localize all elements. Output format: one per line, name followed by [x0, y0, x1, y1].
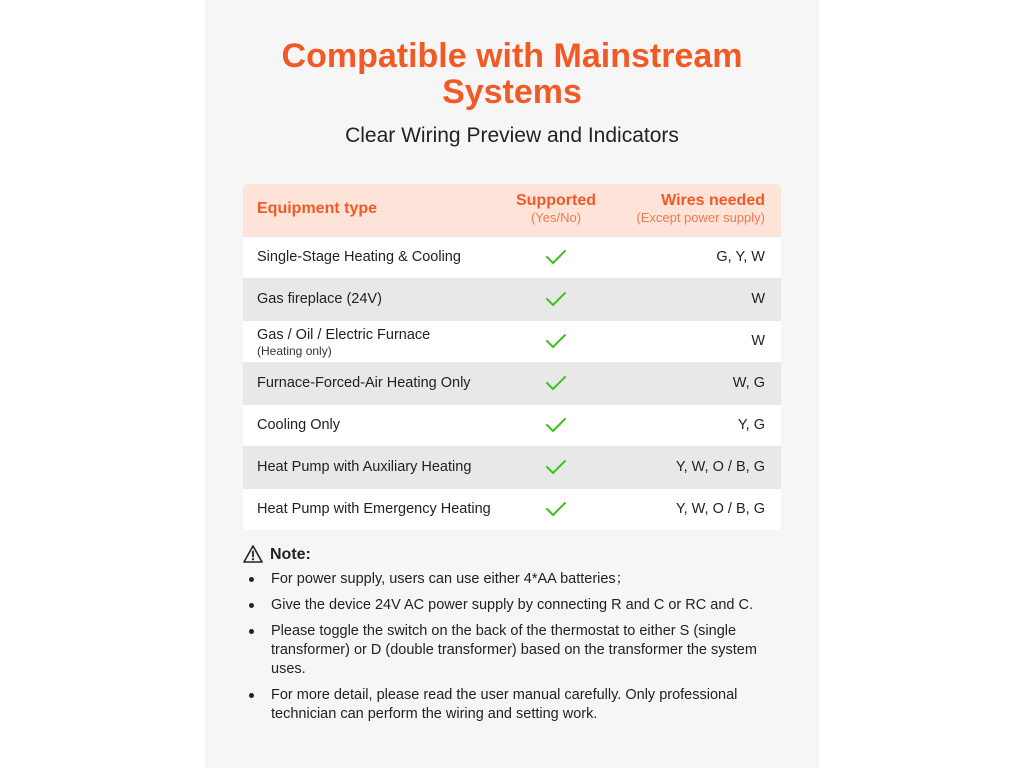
- title-line-2: Systems: [442, 73, 582, 111]
- table-header: [243, 184, 781, 236]
- equipment-name: Single-Stage Heating & Cooling: [257, 249, 461, 265]
- bullet-icon: [249, 629, 254, 634]
- cell-wires-needed: W: [751, 333, 765, 349]
- cell-equipment-type: [257, 375, 471, 391]
- checkmark-icon: [545, 248, 567, 266]
- table-body: [243, 236, 781, 530]
- table-row: [243, 362, 781, 404]
- equipment-name: Heat Pump with Auxiliary Heating: [257, 459, 472, 475]
- note-item: [245, 622, 785, 679]
- cell-equipment-type: [257, 417, 340, 433]
- equipment-name: Cooling Only: [257, 417, 341, 433]
- bullet-icon: [249, 693, 254, 698]
- checkmark-icon: [545, 374, 567, 392]
- table-row: [243, 236, 781, 278]
- cell-wires-needed: G, Y, W: [716, 249, 765, 265]
- cell-equipment-type: [257, 327, 430, 359]
- header-supported-label: Supported: [516, 192, 596, 209]
- header-supported-sub: (Yes/No): [530, 210, 582, 225]
- note-text: For more detail, please read the user manual carefully. Only professional technician can perform the wiring and setting work.: [271, 687, 738, 722]
- equipment-name: Heat Pump with Emergency Heating: [257, 501, 491, 517]
- table-row: [243, 278, 781, 320]
- warning-icon: [243, 544, 263, 564]
- compatibility-table: [243, 184, 781, 530]
- table-row: [243, 320, 781, 362]
- note-item: [245, 686, 785, 724]
- note-list: [245, 570, 785, 731]
- header-wires: [636, 192, 765, 226]
- cell-equipment-type: [257, 459, 471, 475]
- cell-equipment-type: [257, 501, 491, 517]
- header-equipment-type: Equipment type: [257, 200, 378, 217]
- cell-equipment-type: [257, 291, 382, 307]
- note-text: For power supply, users can use either 4*AA batteries；: [271, 571, 631, 587]
- checkmark-icon: [545, 290, 567, 308]
- bullet-icon: [249, 603, 254, 608]
- equipment-name: Furnace-Forced-Air Heating Only: [257, 375, 471, 391]
- title-line-1: Compatible with Mainstream: [281, 37, 743, 75]
- cell-wires-needed: W: [751, 291, 765, 307]
- header-supported: [493, 192, 619, 226]
- page-title: [205, 38, 819, 110]
- bullet-icon: [249, 577, 254, 582]
- header-wires-sub: (Except power supply): [636, 210, 765, 225]
- cell-wires-needed: Y, G: [737, 417, 765, 433]
- table-row: [243, 446, 781, 488]
- note-label: Note:: [270, 546, 311, 563]
- checkmark-icon: [545, 500, 567, 518]
- note-item: [245, 570, 785, 589]
- checkmark-icon: [545, 416, 567, 434]
- equipment-note: (Heating only): [257, 344, 332, 358]
- cell-wires-needed: Y, W, O / B, G: [675, 459, 765, 475]
- note-text: Give the device 24V AC power supply by connecting R and C or RC and C.: [271, 597, 753, 613]
- table-row: [243, 488, 781, 530]
- cell-wires-needed: Y, W, O / B, G: [675, 501, 765, 517]
- cell-equipment-type: [257, 249, 461, 265]
- equipment-name: Gas / Oil / Electric Furnace: [257, 327, 431, 343]
- content-panel: [205, 0, 819, 768]
- note-text: Please toggle the switch on the back of the thermostat to either S (single transformer) or D (double transformer) based on the transformer the system uses.: [271, 623, 757, 677]
- checkmark-icon: [545, 332, 567, 350]
- equipment-name: Gas fireplace (24V): [257, 291, 382, 307]
- page-subtitle: Clear Wiring Preview and Indicators: [345, 124, 679, 147]
- checkmark-icon: [545, 458, 567, 476]
- header-wires-label: Wires needed: [661, 192, 765, 209]
- cell-wires-needed: W, G: [732, 375, 765, 391]
- table-row: [243, 404, 781, 446]
- note-item: [245, 596, 785, 615]
